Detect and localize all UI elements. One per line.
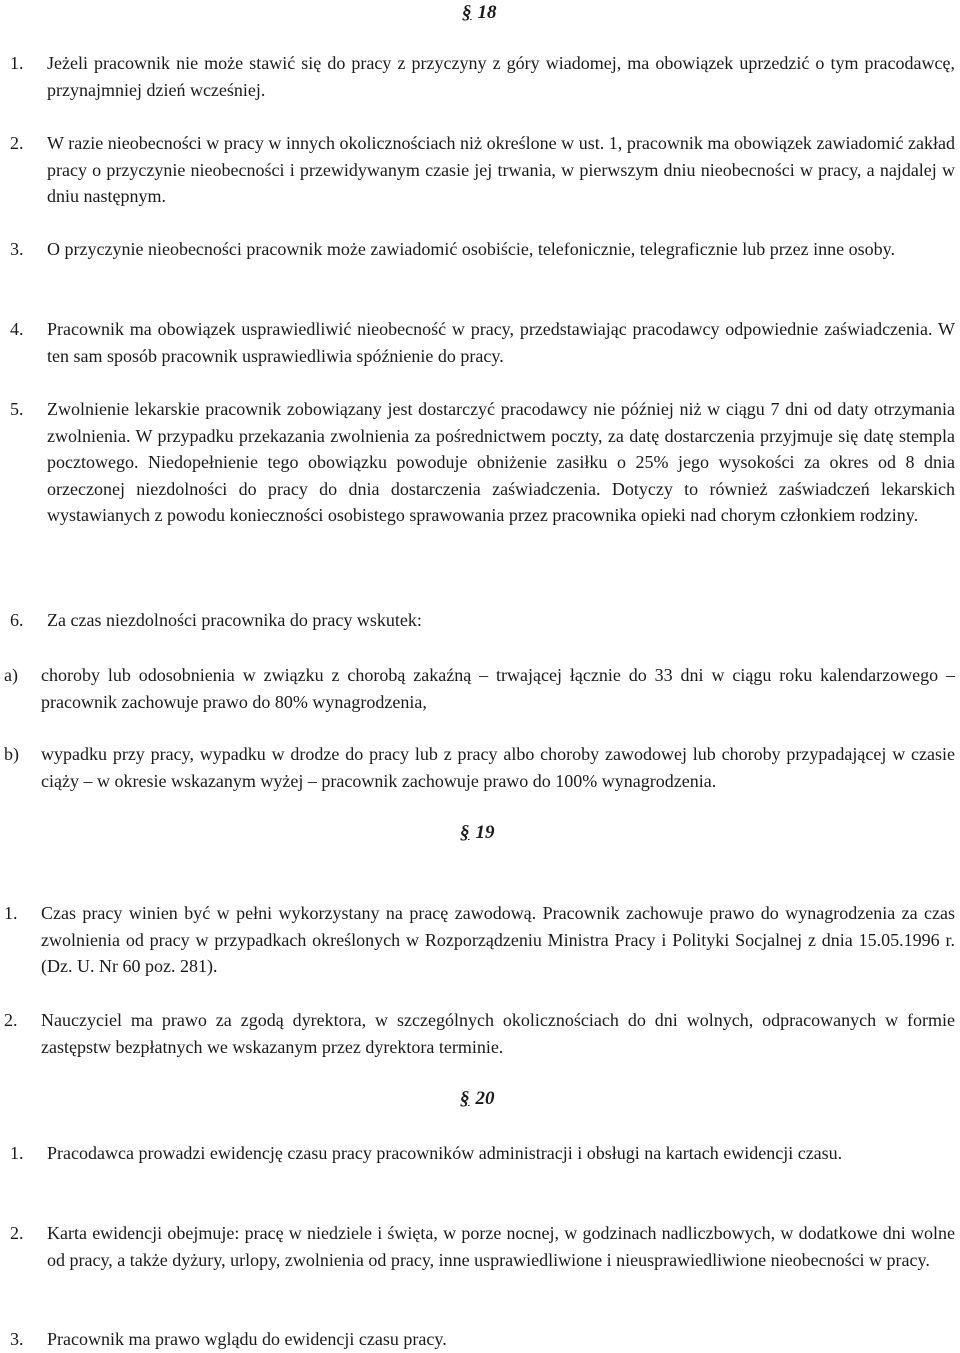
section-number: 20 <box>475 1088 495 1109</box>
section-number: 19 <box>475 822 495 843</box>
section-heading-19 <box>460 822 495 844</box>
item-number: 1. <box>4 903 18 923</box>
item-text: Czas pracy winien być w pełni wykorzystany na pracę zawodową. Pracownik zachowuje prawo do wynagrodzenia za czas zwolnienia od pracy w przypadkach określonych w Rozporządzeniu Ministra Pracy i Polityki Socjalnej z dnia 15.05.1996 r. (Dz. U. Nr 60 poz. 281). <box>41 903 955 976</box>
item-text: Zwolnienie lekarskie pracownik zobowiązany jest dostarczyć pracodawcy nie później niż w ciągu 7 dni od daty otrzymania zwolnienia. W przypadku przekazania zwolnienia za pośrednictwem poczty, za datę dostarczenia przyjmuje się datę stempla pocztowego. Niedopełnienie tego obowiązku powoduje obniżenie zasiłku o 25% jego wysokości za okres od 8 dnia orzeczonej niezdolności do pracy do dnia dostarczenia zaświadczenia. Dotyczy to również zaświadczeń lekarskich wystawianych z powodu konieczności osobistego sprawowania przez pracownika opieki nad chorym członkiem rodziny. <box>47 399 955 525</box>
item-text: Karta ewidencji obejmuje: pracę w niedziele i święta, w porze nocnej, w godzinach nadliczbowych, w dodatkowe dni wolne od pracy, a także dyżury, urlopy, zwolnienia od pracy, inne usprawiedliwione i nieusprawiedliwione nieobecności w pracy. <box>47 1223 955 1270</box>
section-heading-18 <box>462 2 497 24</box>
list-item <box>10 1326 955 1353</box>
list-item <box>10 607 955 634</box>
item-text: Nauczyciel ma prawo za zgodą dyrektora, w szczególnych okolicznościach do dni wolnych, odpracowanych w formie zastępstw bezpłatnych we wskazanym przez dyrektora terminie. <box>41 1010 955 1057</box>
item-number: 6. <box>10 610 24 630</box>
list-item <box>4 662 955 715</box>
list-item <box>10 236 955 263</box>
item-number: 3. <box>10 1329 24 1349</box>
list-item <box>4 900 955 980</box>
item-number: a) <box>4 665 18 685</box>
item-text: Pracownik ma prawo wglądu do ewidencji czasu pracy. <box>47 1329 447 1349</box>
list-item <box>10 1220 955 1273</box>
section-heading-20 <box>460 1088 495 1110</box>
section-symbol: § <box>460 822 470 843</box>
item-text: wypadku przy pracy, wypadku w drodze do pracy lub z pracy albo choroby zawodowej lub choroby przypadającej w czasie ciąży – w okresie wskazanym wyżej – pracownik zachowuje prawo do 100% wynagrodzenia. <box>41 744 955 791</box>
item-number: 2. <box>10 1223 24 1243</box>
list-item <box>10 1140 955 1167</box>
list-item <box>10 130 955 210</box>
item-number: 2. <box>4 1010 18 1030</box>
item-number: 2. <box>10 133 24 153</box>
item-number: 4. <box>10 319 24 339</box>
list-item <box>10 316 955 369</box>
item-number: 3. <box>10 239 24 259</box>
item-number: 5. <box>10 399 24 419</box>
list-item <box>4 1007 955 1060</box>
item-text: choroby lub odosobnienia w związku z chorobą zakaźną – trwającej łącznie do 33 dni w ciągu roku kalendarzowego – pracownik zachowuje prawo do 80% wynagrodzenia, <box>41 665 955 712</box>
item-text: Pracodawca prowadzi ewidencję czasu pracy pracowników administracji i obsługi na kartach ewidencji czasu. <box>47 1143 843 1163</box>
item-text: O przyczynie nieobecności pracownik może zawiadomić osobiście, telefonicznie, telegraficznie lub przez inne osoby. <box>47 239 895 259</box>
item-text: Pracownik ma obowiązek usprawiedliwić nieobecność w pracy, przedstawiając pracodawcy odpowiednie zaświadczenia. W ten sam sposób pracownik usprawiedliwia spóźnienie do pracy. <box>47 319 955 366</box>
list-item <box>4 741 955 794</box>
section-number: 18 <box>477 2 497 23</box>
section-symbol: § <box>462 2 472 23</box>
list-item <box>10 396 955 529</box>
item-text: W razie nieobecności w pracy w innych okolicznościach niż określone w ust. 1, pracownik ma obowiązek zawiadomić zakład pracy o przyczynie nieobecności i przewidywanym czasie jej trwania, w pierwszym dniu nieobecności w pracy, a najdalej w dniu następnym. <box>47 133 955 206</box>
item-number: 1. <box>10 53 24 73</box>
section-symbol: § <box>460 1088 470 1109</box>
list-item <box>10 50 955 103</box>
item-text: Za czas niezdolności pracownika do pracy wskutek: <box>47 610 422 630</box>
item-number: 1. <box>10 1143 24 1163</box>
item-text: Jeżeli pracownik nie może stawić się do pracy z przyczyny z góry wiadomej, ma obowiązek uprzedzić o tym pracodawcę, przynajmniej dzień wcześniej. <box>47 53 955 100</box>
item-number: b) <box>4 744 19 764</box>
